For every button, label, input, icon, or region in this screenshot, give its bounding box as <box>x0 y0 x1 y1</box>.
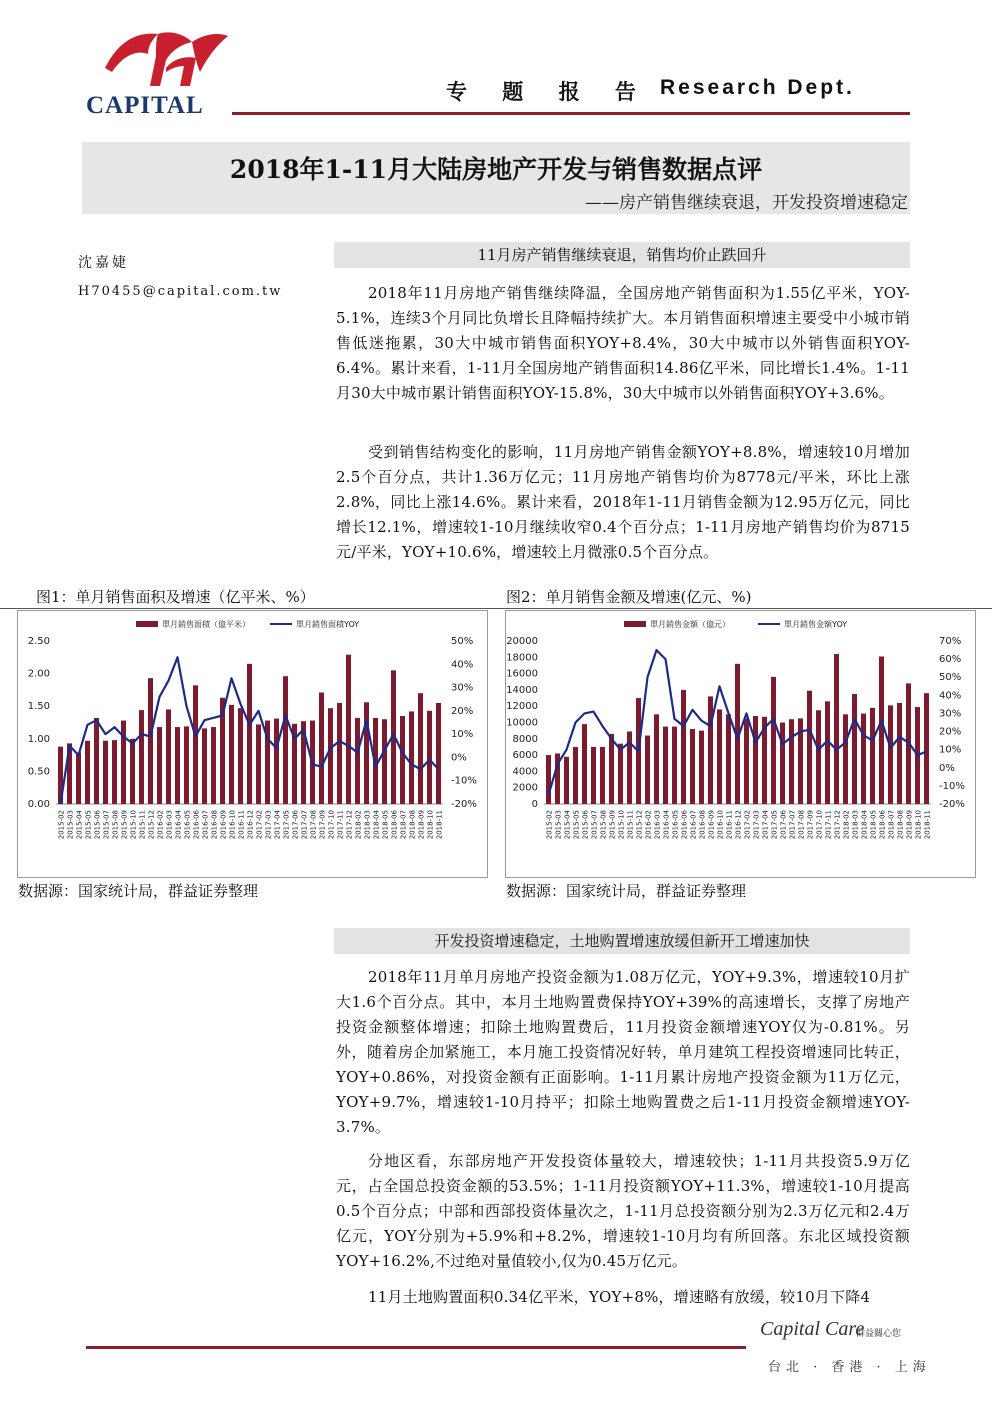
x-tick-label: 2016-04 <box>174 810 183 840</box>
left-tick-label: 18000 <box>506 652 538 664</box>
bar-mark <box>211 727 216 804</box>
bar-mark <box>771 677 776 804</box>
bar-mark <box>202 728 207 804</box>
x-tick-label: 2017-09 <box>318 810 327 840</box>
x-tick-label: 2016-05 <box>671 810 680 840</box>
x-tick-label: 2016-06 <box>680 810 689 840</box>
x-tick-label: 2018-02 <box>354 810 363 840</box>
bar-mark <box>400 716 405 804</box>
x-tick-label: 2017-09 <box>806 810 815 840</box>
x-tick-label: 2018-03 <box>363 810 372 840</box>
bar-mark <box>708 696 713 804</box>
sales-amount-chart <box>506 611 975 877</box>
bar-mark <box>121 721 126 804</box>
x-tick-label: 2017-11 <box>336 810 345 840</box>
x-tick-label: 2017-05 <box>770 810 779 840</box>
x-tick-label: 2018-03 <box>851 810 860 840</box>
bar-mark <box>789 719 794 804</box>
x-tick-label: 2018-02 <box>842 810 851 840</box>
bar-mark <box>843 714 848 804</box>
x-tick-label: 2017-05 <box>282 810 291 840</box>
bar-mark <box>409 711 414 804</box>
capital-logo-icon <box>100 28 235 90</box>
bar-mark <box>256 724 261 804</box>
capital-logo-text: CAPITAL <box>86 92 204 119</box>
x-tick-label: 2017-06 <box>779 810 788 840</box>
x-tick-label: 2016-12 <box>246 810 255 840</box>
bar-mark <box>382 719 387 804</box>
bar-mark <box>852 694 857 804</box>
bar-mark <box>238 708 243 804</box>
author-name: 沈嘉婕 <box>78 255 129 271</box>
right-tick-label: -10% <box>451 775 477 787</box>
bar-mark <box>193 685 198 804</box>
x-tick-label: 2017-12 <box>833 810 842 840</box>
x-tick-label: 2015-11 <box>138 810 147 840</box>
chart2-container <box>505 610 976 878</box>
sales-paragraph-2: 受到销售结构变化的影响，11月房地产销售金额YOY+8.8%，增速较10月增加2.5个百分点，共计1.36万亿元；11月房地产销售均价为8778元/平米，环比上涨2.8%，同比上涨14.6%。累计来看，2018年1-11月销售金额为12.95万亿元，同比增长12.1%，增速较1-10月继续收窄0.4个百分点；1-11月房地产销售均价为8715元/平米，YOY+10.6%，增速较上月微涨0.5个百分点。 <box>336 443 910 561</box>
x-tick-label: 2016-11 <box>237 810 246 840</box>
bar-mark <box>364 702 369 804</box>
x-tick-label: 2015-07 <box>102 810 111 840</box>
bar-mark <box>76 752 81 804</box>
right-tick-label: 50% <box>939 672 962 684</box>
figure2-caption: 图2：单月销售金额及增速(亿元、%) <box>506 588 752 606</box>
bar-mark <box>654 714 659 804</box>
x-tick-label: 2017-11 <box>824 810 833 840</box>
bar-mark <box>175 727 180 804</box>
bar-mark <box>157 727 162 804</box>
x-tick-label: 2018-09 <box>905 810 914 840</box>
figure1-source: 数据源：国家统计局，群益证券整理 <box>18 882 259 900</box>
bar-mark <box>753 716 758 804</box>
x-tick-label: 2018-11 <box>435 810 444 840</box>
right-tick-label: 40% <box>939 690 962 702</box>
right-tick-label: 20% <box>451 705 474 717</box>
right-tick-label: 10% <box>939 744 962 756</box>
x-tick-label: 2016-03 <box>165 810 174 840</box>
left-tick-label: 1.50 <box>27 701 50 713</box>
x-tick-label: 2016-04 <box>662 810 671 840</box>
right-tick-label: 40% <box>451 659 474 671</box>
bar-mark <box>672 727 677 804</box>
x-tick-label: 2018-11 <box>923 810 932 840</box>
x-tick-label: 2017-03 <box>264 810 273 840</box>
x-tick-label: 2015-06 <box>93 810 102 840</box>
research-dept-label: Research Dept. <box>660 76 855 99</box>
bar-mark <box>130 739 135 804</box>
left-tick-label: 12000 <box>506 701 538 713</box>
sales-area-chart <box>18 611 487 877</box>
bar-mark <box>834 654 839 804</box>
x-tick-label: 2015-11 <box>626 810 635 840</box>
x-tick-label: 2016-09 <box>707 810 716 840</box>
bar-mark <box>861 714 866 804</box>
bar-mark <box>436 703 441 804</box>
bar-mark <box>573 747 578 804</box>
bar-mark <box>600 747 605 804</box>
bar-mark <box>103 741 108 804</box>
x-tick-label: 2016-08 <box>210 810 219 840</box>
left-tick-label: 8000 <box>512 733 538 745</box>
x-tick-label: 2016-02 <box>644 810 653 840</box>
left-tick-label: 0.00 <box>27 799 50 810</box>
x-tick-label: 2016-08 <box>698 810 707 840</box>
bar-mark <box>328 708 333 804</box>
x-tick-label: 2017-07 <box>788 810 797 840</box>
x-tick-label: 2017-06 <box>291 810 300 840</box>
left-tick-label: 2.00 <box>27 668 50 680</box>
bar-mark <box>888 705 893 804</box>
chart1-container <box>17 610 488 878</box>
x-tick-label: 2018-09 <box>417 810 426 840</box>
bar-mark <box>663 727 668 804</box>
left-tick-label: 1.00 <box>27 733 50 745</box>
x-tick-label: 2015-04 <box>75 810 84 840</box>
left-tick-label: 14000 <box>506 684 538 696</box>
x-tick-label: 2018-08 <box>896 810 905 840</box>
right-tick-label: 30% <box>939 708 962 720</box>
right-tick-label: 50% <box>451 636 474 647</box>
x-tick-label: 2015-10 <box>129 810 138 840</box>
bar-mark <box>618 744 623 804</box>
bar-mark <box>717 709 722 804</box>
x-tick-label: 2015-05 <box>84 810 93 840</box>
left-tick-label: 16000 <box>506 668 538 680</box>
x-tick-label: 2015-04 <box>563 810 572 840</box>
x-tick-label: 2018-05 <box>381 810 390 840</box>
right-tick-label: 70% <box>939 636 962 647</box>
x-tick-label: 2015-10 <box>617 810 626 840</box>
bar-mark <box>148 678 153 804</box>
bar-mark <box>85 741 90 804</box>
x-tick-label: 2016-07 <box>689 810 698 840</box>
right-tick-label: 60% <box>939 654 962 666</box>
bar-mark <box>924 693 929 804</box>
report-type-label: 专 题 报 告 <box>446 79 650 104</box>
left-tick-label: 2.50 <box>27 636 50 647</box>
left-tick-label: 4000 <box>512 766 538 778</box>
bar-mark <box>184 726 189 804</box>
x-tick-label: 2015-05 <box>572 810 581 840</box>
bar-mark <box>337 703 342 804</box>
bar-mark <box>726 714 731 804</box>
bar-mark <box>825 701 830 804</box>
x-tick-label: 2015-09 <box>608 810 617 840</box>
right-tick-label: 30% <box>451 682 474 694</box>
legend-bar-label: 單月銷售金額（億元） <box>650 620 730 629</box>
bar-mark <box>139 710 144 804</box>
bar-mark <box>247 664 252 804</box>
x-tick-label: 2016-07 <box>201 810 210 840</box>
right-tick-label: -20% <box>939 799 965 810</box>
right-tick-label: -10% <box>939 780 965 792</box>
x-tick-label: 2015-03 <box>66 810 75 840</box>
office-cities: 台北 · 香港 · 上海 <box>768 1360 931 1375</box>
x-tick-label: 2016-03 <box>653 810 662 840</box>
bar-mark <box>699 731 704 804</box>
x-tick-label: 2018-08 <box>408 810 417 840</box>
bar-mark <box>274 719 279 804</box>
x-tick-label: 2017-02 <box>255 810 264 840</box>
capital-care-cn: 群益關心您 <box>856 1329 902 1339</box>
x-tick-label: 2017-03 <box>752 810 761 840</box>
bar-mark <box>564 757 569 804</box>
section-heading-investment: 开发投资增速稳定，土地购置增速放缓但新开工增速加快 <box>334 928 910 954</box>
bar-mark <box>879 656 884 804</box>
x-tick-label: 2015-03 <box>554 810 563 840</box>
left-tick-label: 10000 <box>506 717 538 729</box>
x-tick-label: 2016-09 <box>219 810 228 840</box>
x-tick-label: 2017-08 <box>309 810 318 840</box>
figure1-caption: 图1：单月销售面积及增速（亿平米、%） <box>36 588 315 606</box>
page-subtitle: ——房产销售继续衰退，开发投资增速稳定 <box>585 193 908 213</box>
x-tick-label: 2015-12 <box>635 810 644 840</box>
x-tick-label: 2017-04 <box>273 810 282 840</box>
x-tick-label: 2018-06 <box>390 810 399 840</box>
bar-mark <box>681 690 686 804</box>
bar-mark <box>645 736 650 804</box>
bar-mark <box>427 711 432 804</box>
legend-line-label: 單月銷售面積YOY <box>296 620 360 629</box>
legend-line-label: 單月銷售金額YOY <box>784 620 848 629</box>
bar-mark <box>94 718 99 804</box>
x-tick-label: 2016-10 <box>716 810 725 840</box>
x-tick-label: 2016-06 <box>192 810 201 840</box>
left-tick-label: 0.50 <box>27 766 50 778</box>
bar-mark <box>870 708 875 804</box>
right-tick-label: 10% <box>451 729 474 741</box>
x-tick-label: 2018-07 <box>399 810 408 840</box>
x-tick-label: 2015-07 <box>590 810 599 840</box>
footer-divider <box>86 1346 746 1349</box>
right-tick-label: 0% <box>939 762 955 774</box>
bar-mark <box>546 755 551 804</box>
legend-bar-swatch <box>136 621 158 627</box>
x-tick-label: 2017-10 <box>815 810 824 840</box>
right-tick-label: 20% <box>939 726 962 738</box>
investment-paragraph-2: 分地区看，东部房地产开发投资体量较大，增速较快；1-11月共投资5.9万亿元，占全国总投资金额的53.5%；1-11月投资额YOY+11.3%，增速较1-10月提高0.5个百分点；中部和西部投资体量次之，1-11月总投资额分别为2.3万亿元和2.4万亿元，YOY分别为+5.9%和+8.2%，增速较1-10月均有所回落。东北区域投资额YOY+16.2%,不过绝对量值较小,仅为0.45万亿元。 <box>336 1152 910 1270</box>
left-tick-label: 0 <box>531 799 538 810</box>
investment-paragraph-1: 2018年11月单月房地产投资金额为1.08万亿元，YOY+9.3%，增速较10月扩大1.6个百分点。其中，本月土地购置费保持YOY+39%的高速增长，支撑了房地产投资金额整体增速；扣除土地购置费后，11月投资金额增速YOY仅为-0.81%。另外，随着房企加紧施工，本月施工投资情况好转，单月建筑工程投资增速同比转正，YOY+0.86%，对投资金额有正面影响。1-11月累计房地产投资金额为11万亿元，YOY+9.7%，增速较1-10月持平；扣除土地购置费之后1-11月投资金额增速YOY-3.7%。 <box>336 968 910 1136</box>
bar-mark <box>780 723 785 805</box>
bar-mark <box>609 734 614 804</box>
x-tick-label: 2018-04 <box>860 810 869 840</box>
x-tick-label: 2017-07 <box>300 810 309 840</box>
bar-mark <box>229 705 234 804</box>
bar-mark <box>346 655 351 804</box>
x-tick-label: 2018-06 <box>878 810 887 840</box>
x-tick-label: 2015-06 <box>581 810 590 840</box>
x-tick-label: 2015-09 <box>120 810 129 840</box>
investment-paragraph-3: 11月土地购置面积0.34亿平米，YOY+8%，增速略有放缓，较10月下降4 <box>368 1288 871 1306</box>
x-tick-label: 2017-04 <box>761 810 770 840</box>
header-divider <box>232 112 910 115</box>
x-tick-label: 2017-08 <box>797 810 806 840</box>
author-email: H70455@capital.com.tw <box>78 284 283 299</box>
legend-bar-label: 單月銷售面積（億平米） <box>162 620 250 629</box>
x-tick-label: 2015-12 <box>147 810 156 840</box>
x-tick-label: 2015-08 <box>111 810 120 840</box>
x-tick-label: 2018-10 <box>914 810 923 840</box>
bar-mark <box>690 729 695 804</box>
bar-mark <box>283 676 288 804</box>
x-tick-label: 2018-07 <box>887 810 896 840</box>
bar-mark <box>744 718 749 804</box>
left-tick-label: 6000 <box>512 750 538 762</box>
x-tick-label: 2015-02 <box>57 810 66 840</box>
bar-mark <box>816 710 821 804</box>
bar-mark <box>319 693 324 804</box>
x-tick-label: 2016-11 <box>725 810 734 840</box>
right-tick-label: 0% <box>451 752 467 764</box>
bar-mark <box>582 724 587 804</box>
x-tick-label: 2016-12 <box>734 810 743 840</box>
right-tick-label: -20% <box>451 799 477 810</box>
capital-care-logo: Capital Care <box>760 1318 865 1340</box>
bar-mark <box>591 747 596 804</box>
figure-divider <box>0 608 992 609</box>
bar-mark <box>418 693 423 804</box>
bar-mark <box>166 709 171 804</box>
x-tick-label: 2017-12 <box>345 810 354 840</box>
x-tick-label: 2016-10 <box>228 810 237 840</box>
bar-mark <box>897 703 902 804</box>
figure2-source: 数据源：国家统计局，群益证券整理 <box>506 882 747 900</box>
x-tick-label: 2015-02 <box>545 810 554 840</box>
section-heading-sales: 11月房产销售继续衰退，销售均价止跌回升 <box>334 242 910 268</box>
x-tick-label: 2016-02 <box>156 810 165 840</box>
x-tick-label: 2018-10 <box>426 810 435 840</box>
bar-mark <box>112 740 117 804</box>
x-tick-label: 2018-05 <box>869 810 878 840</box>
bar-mark <box>355 718 360 804</box>
x-tick-label: 2018-04 <box>372 810 381 840</box>
left-tick-label: 20000 <box>506 636 538 647</box>
bar-mark <box>807 691 812 804</box>
sales-paragraph-1: 2018年11月房地产销售继续降温，全国房地产销售面积为1.55亿平米，YOY-5.1%，连续3个月同比负增长且降幅持续扩大。本月销售面积增速主要受中小城市销售低迷拖累，30大中城市销售面积YOY+8.4%，30大中城市以外销售面积YOY-6.4%。累计来看，1-11月全国房地产销售面积14.86亿平米，同比增长1.4%。1-11月30大中城市累计销售面积YOY-15.8%，30大中城市以外销售面积YOY+3.6%。 <box>336 284 910 402</box>
x-tick-label: 2016-05 <box>183 810 192 840</box>
x-tick-label: 2017-02 <box>743 810 752 840</box>
x-tick-label: 2017-10 <box>327 810 336 840</box>
page-title: 2018年1-11月大陆房地产开发与销售数据点评 <box>229 155 763 184</box>
left-tick-label: 2000 <box>512 782 538 794</box>
legend-bar-swatch <box>624 621 646 627</box>
x-tick-label: 2015-08 <box>599 810 608 840</box>
